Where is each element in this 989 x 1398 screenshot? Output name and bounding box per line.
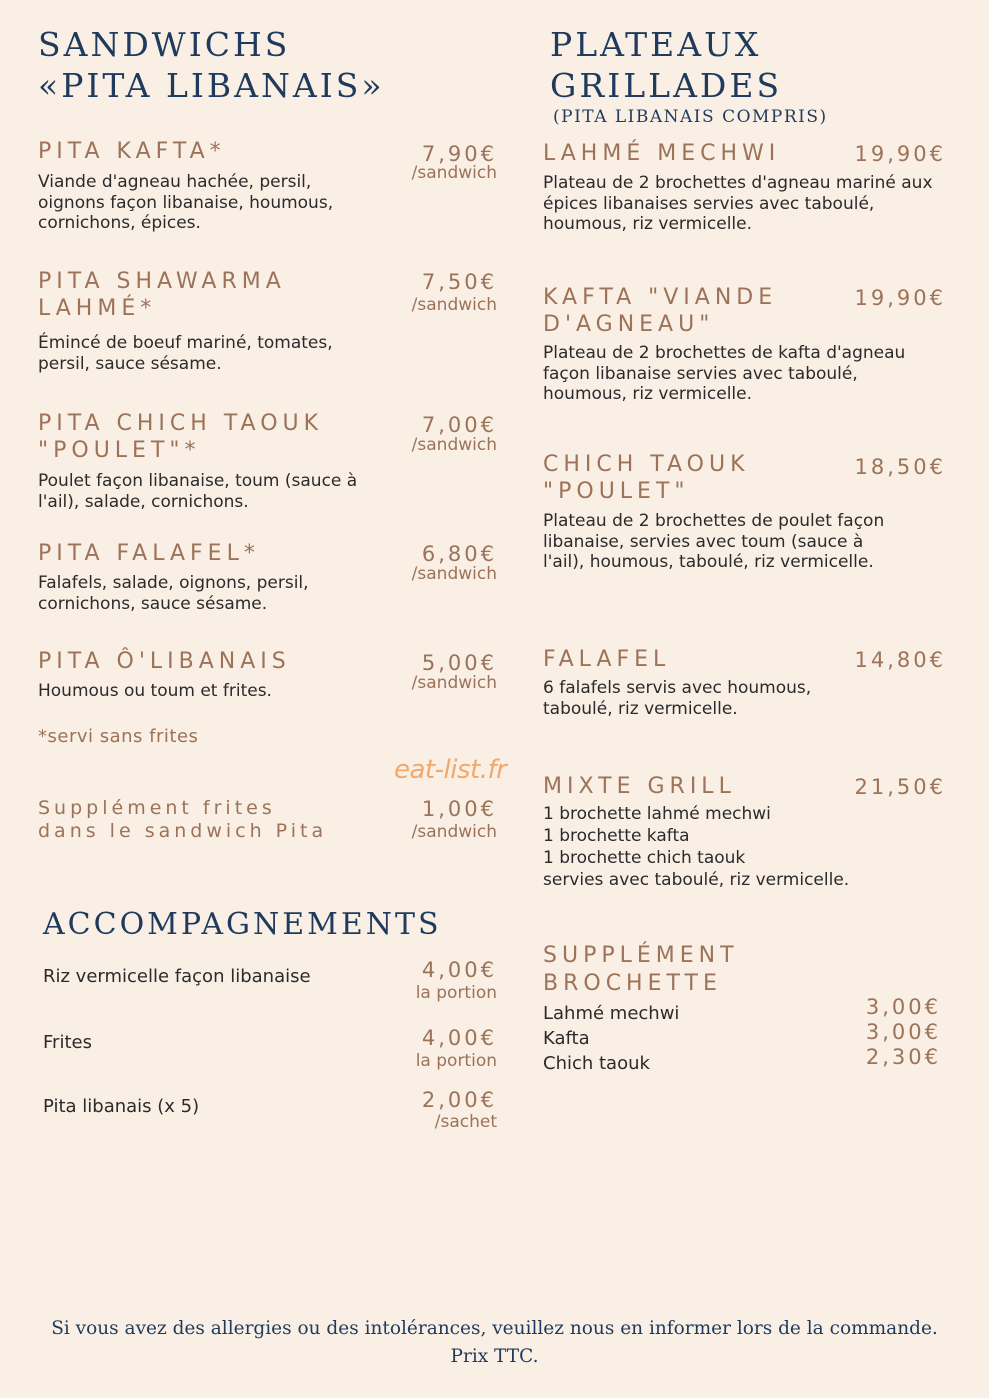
item-name: PITA CHICH TAOUK "POULET"* bbox=[38, 411, 324, 463]
fries-note: *servi sans frites bbox=[38, 726, 199, 747]
item-name: PITA SHAWARMA LAHMÉ* bbox=[38, 269, 286, 321]
item-name: MIXTE GRILL bbox=[543, 774, 736, 799]
item-description: Falafels, salade, oignons, persil, cornichons, sauce sésame. bbox=[38, 573, 309, 614]
supplement-title: SUPPLÉMENT BROCHETTE bbox=[543, 943, 739, 996]
item-unit: /sandwich bbox=[411, 564, 497, 584]
item-description: Houmous ou toum et frites. bbox=[38, 681, 272, 701]
sandwiches-title: SANDWICHS «PITA LIBANAIS» bbox=[38, 25, 385, 105]
supplement-unit: /sandwich bbox=[411, 822, 497, 842]
item-description: Poulet façon libanaise, toum (sauce à l'ail), salade, cornichons. bbox=[38, 471, 358, 512]
item-name: PITA KAFTA* bbox=[38, 139, 226, 164]
item-price: 7,00€ bbox=[421, 413, 497, 437]
side-price: 4,00€ bbox=[421, 1026, 497, 1050]
item-unit: /sandwich bbox=[411, 163, 497, 183]
supplement-name: Chich taouk bbox=[543, 1053, 650, 1074]
item-description: Plateau de 2 brochettes d'agneau mariné aux épices libanaises servies avec taboulé, houmous, riz vermicelle. bbox=[543, 173, 933, 234]
item-price: 18,50€ bbox=[854, 455, 946, 479]
supplement-name: Supplément frites dans le sandwich Pita bbox=[38, 797, 328, 842]
item-name: KAFTA "VIANDE D'AGNEAU" bbox=[543, 285, 778, 337]
item-price: 19,90€ bbox=[854, 286, 946, 310]
item-name: CHICH TAOUK "POULET" bbox=[543, 452, 750, 504]
item-unit: /sandwich bbox=[411, 295, 497, 315]
item-price: 6,80€ bbox=[421, 542, 497, 566]
item-description: Émincé de boeuf mariné, tomates, persil, sauce sésame. bbox=[38, 333, 333, 374]
sides-title: ACCOMPAGNEMENTS bbox=[43, 907, 442, 942]
side-unit: la portion bbox=[415, 983, 497, 1003]
side-name: Riz vermicelle façon libanaise bbox=[43, 966, 311, 987]
tax-notice: Prix TTC. bbox=[450, 1346, 539, 1367]
supplement-list bbox=[543, 1001, 679, 1076]
side-price: 2,00€ bbox=[421, 1088, 497, 1112]
item-description: Viande d'agneau hachée, persil, oignons façon libanaise, houmous, cornichons, épices. bbox=[38, 172, 334, 233]
side-name: Frites bbox=[43, 1032, 92, 1053]
item-description: 6 falafels servis avec houmous, taboulé, riz vermicelle. bbox=[543, 678, 812, 719]
footer bbox=[0, 1315, 989, 1371]
item-price: 14,80€ bbox=[854, 648, 946, 672]
platters-subtitle: (PITA LIBANAIS COMPRIS) bbox=[553, 107, 828, 127]
platters-title: PLATEAUX GRILLADES bbox=[550, 25, 783, 105]
item-price: 7,90€ bbox=[421, 142, 497, 166]
item-description: Plateau de 2 brochettes de kafta d'agneau façon libanaise servies avec taboulé, houmous, riz vermicelle. bbox=[543, 343, 906, 404]
item-name: PITA FALAFEL* bbox=[38, 541, 260, 566]
watermark: eat-list.fr bbox=[394, 755, 507, 785]
item-description: Plateau de 2 brochettes de poulet façon libanaise, servies avec toum (sauce à l'ail), houmous, taboulé, riz vermicelle. bbox=[543, 511, 885, 572]
side-price: 4,00€ bbox=[421, 958, 497, 982]
supplement-price: 3,00€ bbox=[865, 1020, 941, 1044]
supplement-prices bbox=[820, 995, 941, 1070]
allergy-notice: Si vous avez des allergies ou des intolérances, veuillez nous en informer lors de la commande. bbox=[51, 1318, 938, 1339]
item-price: 7,50€ bbox=[421, 270, 497, 294]
item-description: 1 brochette lahmé mechwi 1 brochette kafta 1 brochette chich taouk servies avec taboulé, riz vermicelle. bbox=[543, 804, 850, 890]
item-price: 5,00€ bbox=[421, 651, 497, 675]
item-unit: /sandwich bbox=[411, 673, 497, 693]
side-name: Pita libanais (x 5) bbox=[43, 1096, 200, 1117]
item-name: FALAFEL bbox=[543, 647, 671, 672]
item-unit: /sandwich bbox=[411, 435, 497, 455]
supplement-price: 1,00€ bbox=[421, 797, 497, 821]
supplement-name: Kafta bbox=[543, 1028, 590, 1049]
item-name: LAHMÉ MECHWI bbox=[543, 141, 781, 166]
side-unit: la portion bbox=[415, 1051, 497, 1071]
supplement-name: Lahmé mechwi bbox=[543, 1003, 680, 1024]
supplement-price: 2,30€ bbox=[865, 1045, 941, 1069]
side-unit: /sachet bbox=[434, 1112, 497, 1132]
item-name: PITA Ô'LIBANAIS bbox=[38, 649, 291, 674]
supplement-price: 3,00€ bbox=[865, 995, 941, 1019]
item-price: 21,50€ bbox=[854, 775, 946, 799]
item-price: 19,90€ bbox=[854, 142, 946, 166]
